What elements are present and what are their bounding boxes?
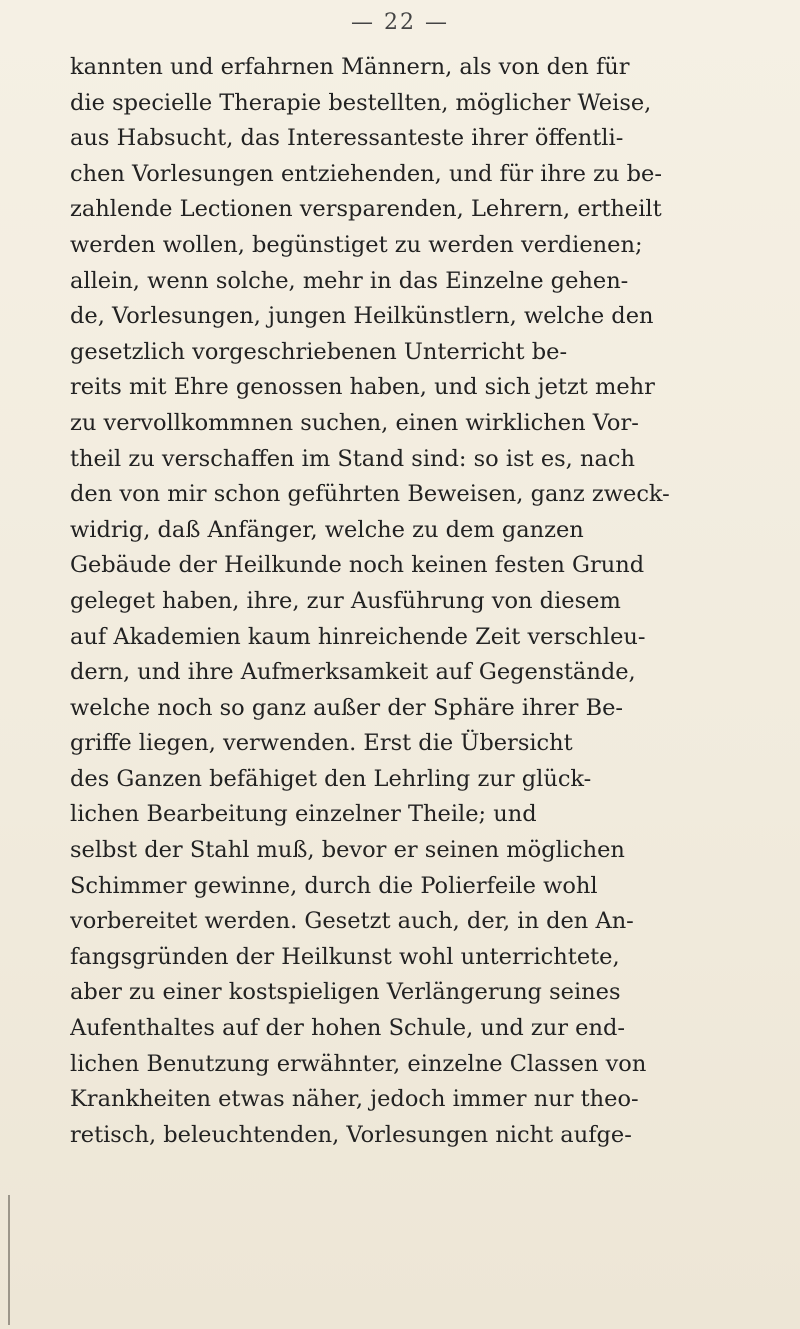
- text-line: dern, und ihre Aufmerksamkeit auf Gegenstände,: [70, 659, 636, 686]
- text-line: zahlende Lectionen versparenden, Lehrern, ertheilt: [70, 196, 662, 223]
- text-line: retisch, beleuchtenden, Vorlesungen nicht aufge-: [70, 1121, 632, 1148]
- text-line: kannten und erfahrnen Männern, als von den für: [70, 54, 630, 80]
- text-line: griffe liegen, verwenden. Erst die Übersicht: [70, 730, 573, 757]
- text-line: gesetzlich vorgeschriebenen Unterricht be-: [70, 338, 568, 365]
- text-line: de, Vorlesungen, jungen Heilkünstlern, welche den: [70, 303, 654, 330]
- text-line: des Ganzen befähiget den Lehrling zur glück-: [70, 765, 592, 792]
- text-line: werden wollen, begünstiget zu werden verdienen;: [70, 231, 643, 258]
- text-line: chen Vorlesungen entziehenden, und für ihre zu be-: [70, 160, 662, 187]
- text-line: reits mit Ehre genossen haben, und sich jetzt mehr: [70, 374, 655, 401]
- text-line: theil zu verschaffen im Stand sind: so ist es, nach: [70, 445, 635, 472]
- text-line: selbst der Stahl muß, bevor er seinen möglichen: [70, 837, 625, 864]
- text-line: die specielle Therapie bestellten, möglicher Weise,: [70, 89, 652, 116]
- text-line: lichen Bearbeitung einzelner Theile; und: [70, 801, 537, 828]
- text-line: welche noch so ganz außer der Sphäre ihrer Be-: [70, 694, 624, 721]
- text-line: aber zu einer kostspieligen Verlängerung seines: [70, 979, 621, 1006]
- text-line: den von mir schon geführten Beweisen, ganz zweck-: [70, 481, 670, 508]
- text-line: lichen Benutzung erwähnter, einzelne Classen von: [70, 1050, 647, 1077]
- text-line: Aufenthaltes auf der hohen Schule, und zur end-: [70, 1015, 625, 1042]
- text-line: Gebäude der Heilkunde noch keinen festen Grund: [70, 552, 645, 579]
- text-line: auf Akademien kaum hinreichende Zeit verschleu-: [70, 623, 646, 650]
- text-line: Krankheiten etwas näher, jedoch immer nur theo-: [70, 1086, 639, 1113]
- text-line: aus Habsucht, das Interessanteste ihrer öffentli-: [70, 125, 624, 152]
- margin-line: [8, 1195, 10, 1325]
- text-line: allein, wenn solche, mehr in das Einzelne gehen-: [70, 267, 629, 294]
- text-line: vorbereitet werden. Gesetzt auch, der, in den An-: [70, 908, 634, 935]
- body-text: [70, 50, 790, 1153]
- text-line: Schimmer gewinne, durch die Polierfeile wohl: [70, 872, 598, 899]
- page-number: — 22 —: [351, 10, 449, 35]
- text-line: geleget haben, ihre, zur Ausführung von diesem: [70, 587, 621, 614]
- text-line: zu vervollkommnen suchen, einen wirklichen Vor-: [70, 409, 639, 436]
- text-line: widrig, daß Anfänger, welche zu dem ganzen: [70, 516, 584, 543]
- text-line: fangsgründen der Heilkunst wohl unterrichtete,: [70, 943, 620, 970]
